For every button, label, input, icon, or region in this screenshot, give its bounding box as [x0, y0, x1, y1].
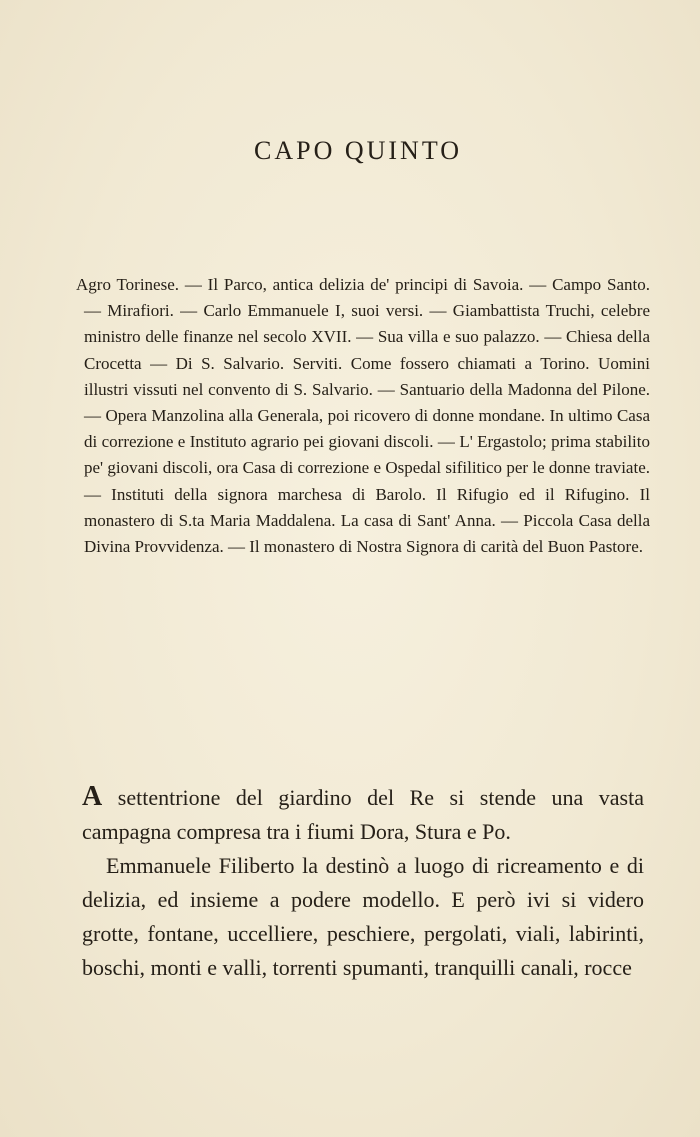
body-paragraph-2: Emmanuele Filiberto la destinò a luogo di ricreamento e di delizia, ed insieme a podere modello. E però ivi si videro grotte, fontane, uccelliere, peschiere, pergolati, viali, labirinti, boschi, monti e valli, torrenti spumanti, tranquilli canali, rocce — [82, 853, 644, 980]
body-text — [82, 780, 644, 985]
chapter-summary: Agro Torinese. — Il Parco, antica delizia de' principi di Savoia. — Campo Santo. — Mirafiori. — Carlo Emmanuele I, suoi versi. — Giambattista Truchi, celebre ministro delle finanze nel secolo XVII. — Sua villa e suo palazzo. — Chiesa della Crocetta — Di S. Salvario. Serviti. Come fossero chiamati a Torino. Uomini illustri vissuti nel convento di S. Salvario. — Santuario della Madonna del Pilone. — Opera Manzolina alla Generala, poi ricovero di donne mondane. In ultimo Casa di correzione e Instituto agrario pei giovani discoli. — L' Ergastolo; prima stabilito pe' giovani discoli, ora Casa di correzione e Ospedal sifilitico per le donne traviate. — Instituti della signora marchesa di Barolo. Il Rifugio ed il Rifugino. Il monastero di S.ta Maria Maddalena. La casa di Sant' Anna. — Piccola Casa della Divina Provvidenza. — Il monastero di Nostra Signora di carità del Buon Pastore. — [76, 275, 650, 557]
chapter-title: CAPO QUINTO — [253, 136, 463, 165]
body-paragraph-1-text: settentrione del giardino del Re si stende una vasta campagna compresa tra i fiumi Dora, Stura e Po. — [82, 785, 644, 844]
drop-cap: A — [82, 781, 103, 812]
body-paragraph-1 — [82, 780, 644, 849]
